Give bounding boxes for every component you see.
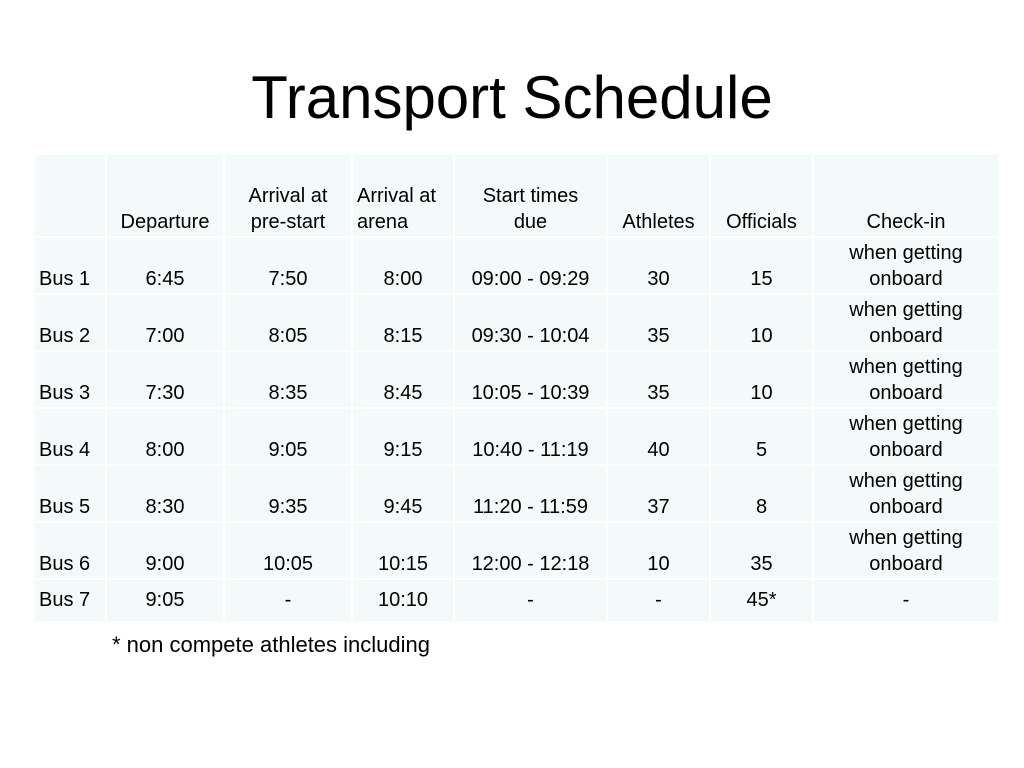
table-cell-arrival_prestart: 9:05	[224, 408, 352, 465]
table-cell-arrival_arena: 8:15	[352, 294, 454, 351]
column-header	[454, 154, 607, 237]
column-header-line: Departure	[120, 211, 210, 233]
table-cell-arrival_prestart: 8:05	[224, 294, 352, 351]
column-header	[224, 154, 352, 237]
transport-schedule-table	[33, 153, 1000, 623]
table-row	[34, 408, 999, 465]
table-cell-arrival_prestart: 9:35	[224, 465, 352, 522]
table-cell-start_times: -	[454, 579, 607, 622]
table-cell-officials: 10	[710, 351, 813, 408]
column-header-line: pre-start	[250, 211, 326, 233]
table-cell-start_times: 12:00 - 12:18	[454, 522, 607, 579]
table-cell-athletes: 35	[607, 294, 710, 351]
table-cell-departure: 9:05	[106, 579, 224, 622]
bus-name-cell: Bus 4	[34, 408, 106, 465]
column-header-line: Officials	[726, 211, 797, 233]
table-cell-arrival_arena: 10:15	[352, 522, 454, 579]
table-cell-departure: 8:30	[106, 465, 224, 522]
table-cell-checkin: when getting onboard	[813, 465, 999, 522]
table-cell-arrival_prestart: 7:50	[224, 237, 352, 294]
table-row	[34, 579, 999, 622]
table-header-row	[34, 154, 999, 237]
table-row	[34, 522, 999, 579]
table-cell-arrival_arena: 8:00	[352, 237, 454, 294]
table-cell-officials: 15	[710, 237, 813, 294]
table-cell-officials: 5	[710, 408, 813, 465]
bus-name-cell: Bus 7	[34, 579, 106, 622]
column-header-line: Arrival at	[357, 185, 436, 207]
column-header	[34, 154, 106, 237]
table-row	[34, 465, 999, 522]
table-cell-athletes: 37	[607, 465, 710, 522]
table-cell-checkin: when getting onboard	[813, 294, 999, 351]
table-row	[34, 237, 999, 294]
table-cell-arrival_prestart: 10:05	[224, 522, 352, 579]
column-header	[710, 154, 813, 237]
table-cell-departure: 9:00	[106, 522, 224, 579]
table-cell-departure: 7:30	[106, 351, 224, 408]
table-cell-athletes: 30	[607, 237, 710, 294]
table-cell-athletes: 40	[607, 408, 710, 465]
table-cell-officials: 35	[710, 522, 813, 579]
table-cell-checkin: when getting onboard	[813, 522, 999, 579]
table-cell-officials: 8	[710, 465, 813, 522]
table-cell-start_times: 09:30 - 10:04	[454, 294, 607, 351]
table-cell-arrival_prestart: -	[224, 579, 352, 622]
column-header-line: Athletes	[622, 211, 695, 233]
table-cell-start_times: 09:00 - 09:29	[454, 237, 607, 294]
bus-name-cell: Bus 2	[34, 294, 106, 351]
column-header-line: arena	[357, 211, 409, 233]
table-cell-arrival_arena: 9:45	[352, 465, 454, 522]
table-cell-departure: 7:00	[106, 294, 224, 351]
bus-name-cell: Bus 5	[34, 465, 106, 522]
table-cell-departure: 6:45	[106, 237, 224, 294]
table-cell-start_times: 11:20 - 11:59	[454, 465, 607, 522]
table-cell-start_times: 10:40 - 11:19	[454, 408, 607, 465]
bus-name-cell: Bus 6	[34, 522, 106, 579]
column-header	[106, 154, 224, 237]
table-cell-arrival_arena: 9:15	[352, 408, 454, 465]
table-cell-athletes: -	[607, 579, 710, 622]
table-body	[34, 237, 999, 622]
table-cell-checkin: when getting onboard	[813, 351, 999, 408]
column-header	[352, 154, 454, 237]
table-row	[34, 294, 999, 351]
table-cell-arrival_arena: 10:10	[352, 579, 454, 622]
column-header-line: Check-in	[866, 211, 946, 233]
footnote: * non compete athletes including	[112, 632, 430, 657]
table-cell-arrival_prestart: 8:35	[224, 351, 352, 408]
column-header	[813, 154, 999, 237]
bus-name-cell: Bus 3	[34, 351, 106, 408]
table-cell-officials: 45*	[710, 579, 813, 622]
table-cell-checkin: when getting onboard	[813, 408, 999, 465]
table-cell-departure: 8:00	[106, 408, 224, 465]
table-cell-athletes: 10	[607, 522, 710, 579]
column-header	[607, 154, 710, 237]
table-cell-checkin: -	[813, 579, 999, 622]
column-header-line: Arrival at	[248, 185, 328, 207]
column-header-line: due	[513, 211, 548, 233]
table-cell-arrival_arena: 8:45	[352, 351, 454, 408]
slide-title: Transport Schedule	[251, 64, 773, 131]
bus-name-cell: Bus 1	[34, 237, 106, 294]
table-cell-athletes: 35	[607, 351, 710, 408]
table-cell-start_times: 10:05 - 10:39	[454, 351, 607, 408]
column-header-line: Start times	[482, 185, 579, 207]
table-cell-checkin: when getting onboard	[813, 237, 999, 294]
table-cell-officials: 10	[710, 294, 813, 351]
table-row	[34, 351, 999, 408]
